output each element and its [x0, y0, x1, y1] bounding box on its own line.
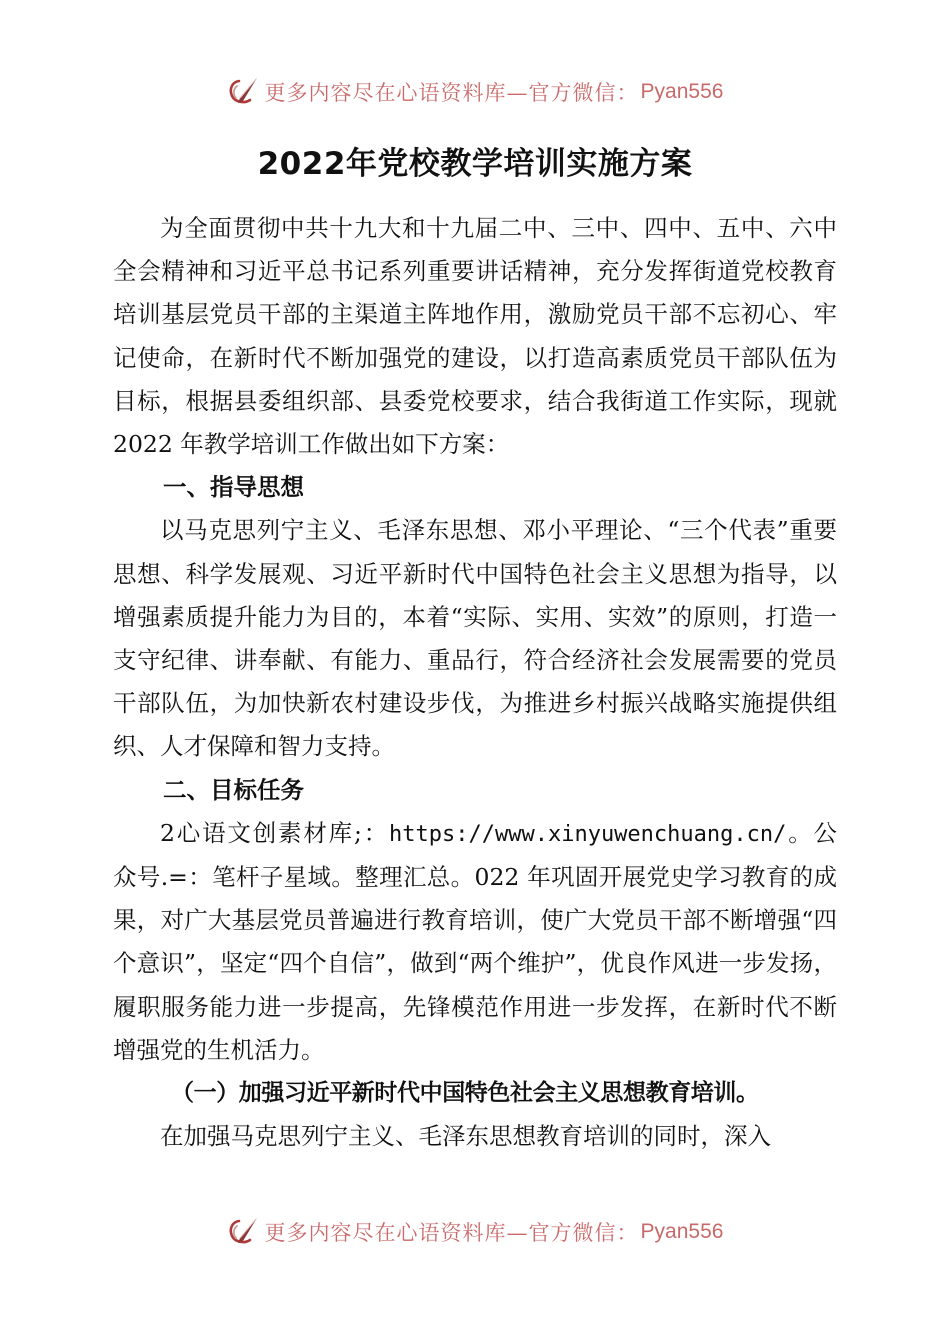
subsection-1-body: 在加强马克思列宁主义、毛泽东思想教育培训的同时，深入 [160, 1122, 771, 1151]
document-body [113, 207, 837, 1158]
goals-body-url: https://www.xinyuwenchuang.cn/ [389, 821, 787, 847]
section-heading-guiding-ideology: 一、指导思想 [163, 473, 304, 502]
goals-body-rest: 。公众号.=：笔杆子星域。整理汇总。022 年巩固开展党史学习教育的成果，对广大基层党员普遍进行教育培训，使广大党员干部不断增强“四个意识”，坚定“四个自信”，做到“两个维护”，优良作风进一步发扬，履职服务能力进一步提高，先锋模范作用进一步发挥，在新时代不断增强党的生机活力。 [113, 818, 838, 1064]
header-banner-text: 更多内容尽在心语资料库—官方微信： [264, 81, 639, 105]
intro-paragraph: 为全面贯彻中共十九大和十九届二中、三中、四中、五中、六中全会精神和习近平总书记系列重要讲话精神，充分发挥街道党校教育培训基层党员干部的主渠道主阵地作用，激励党员干部不忘初心、牢记使命，在新时代不断加强党的建设，以打造高素质党员干部队伍为目标，根据县委组织部、县委党校要求，结合我街道工作实际，现就 2022 年教学培训工作做出如下方案： [113, 214, 837, 459]
section-heading-goals-tasks: 二、目标任务 [163, 775, 304, 804]
quill-pen-logo-icon [227, 1215, 261, 1249]
section-goals-tasks-body [113, 812, 837, 1072]
section-guiding-ideology-body: 以马克思列宁主义、毛泽东思想、邓小平理论、“三个代表”重要思想、科学发展观、习近平新时代中国特色社会主义思想为指导，以增强素质提升能力为目的，本着“实际、实用、实效”的原则，打造一支守纪律、讲奉献、有能力、重品行，符合经济社会发展需要的党员干部队伍，为加快新农村建设步伐，为推进乡村振兴战略实施提供组织、人才保障和智力支持。 [113, 516, 837, 761]
page-title: 2022年党校教学培训实施方案 [257, 146, 693, 182]
header-banner-handle: Pyan556 [640, 80, 724, 103]
quill-pen-logo-icon [227, 75, 261, 109]
footer-banner-handle: Pyan556 [640, 1220, 724, 1243]
goals-body-prefix: 2心语文创素材库;： [160, 818, 390, 847]
header-banner [0, 70, 950, 114]
footer-banner-text: 更多内容尽在心语资料库—官方微信： [264, 1221, 639, 1245]
subsection-heading-1: （一）加强习近平新时代中国特色社会主义思想教育培训。 [171, 1080, 759, 1107]
footer-banner [0, 1210, 950, 1254]
